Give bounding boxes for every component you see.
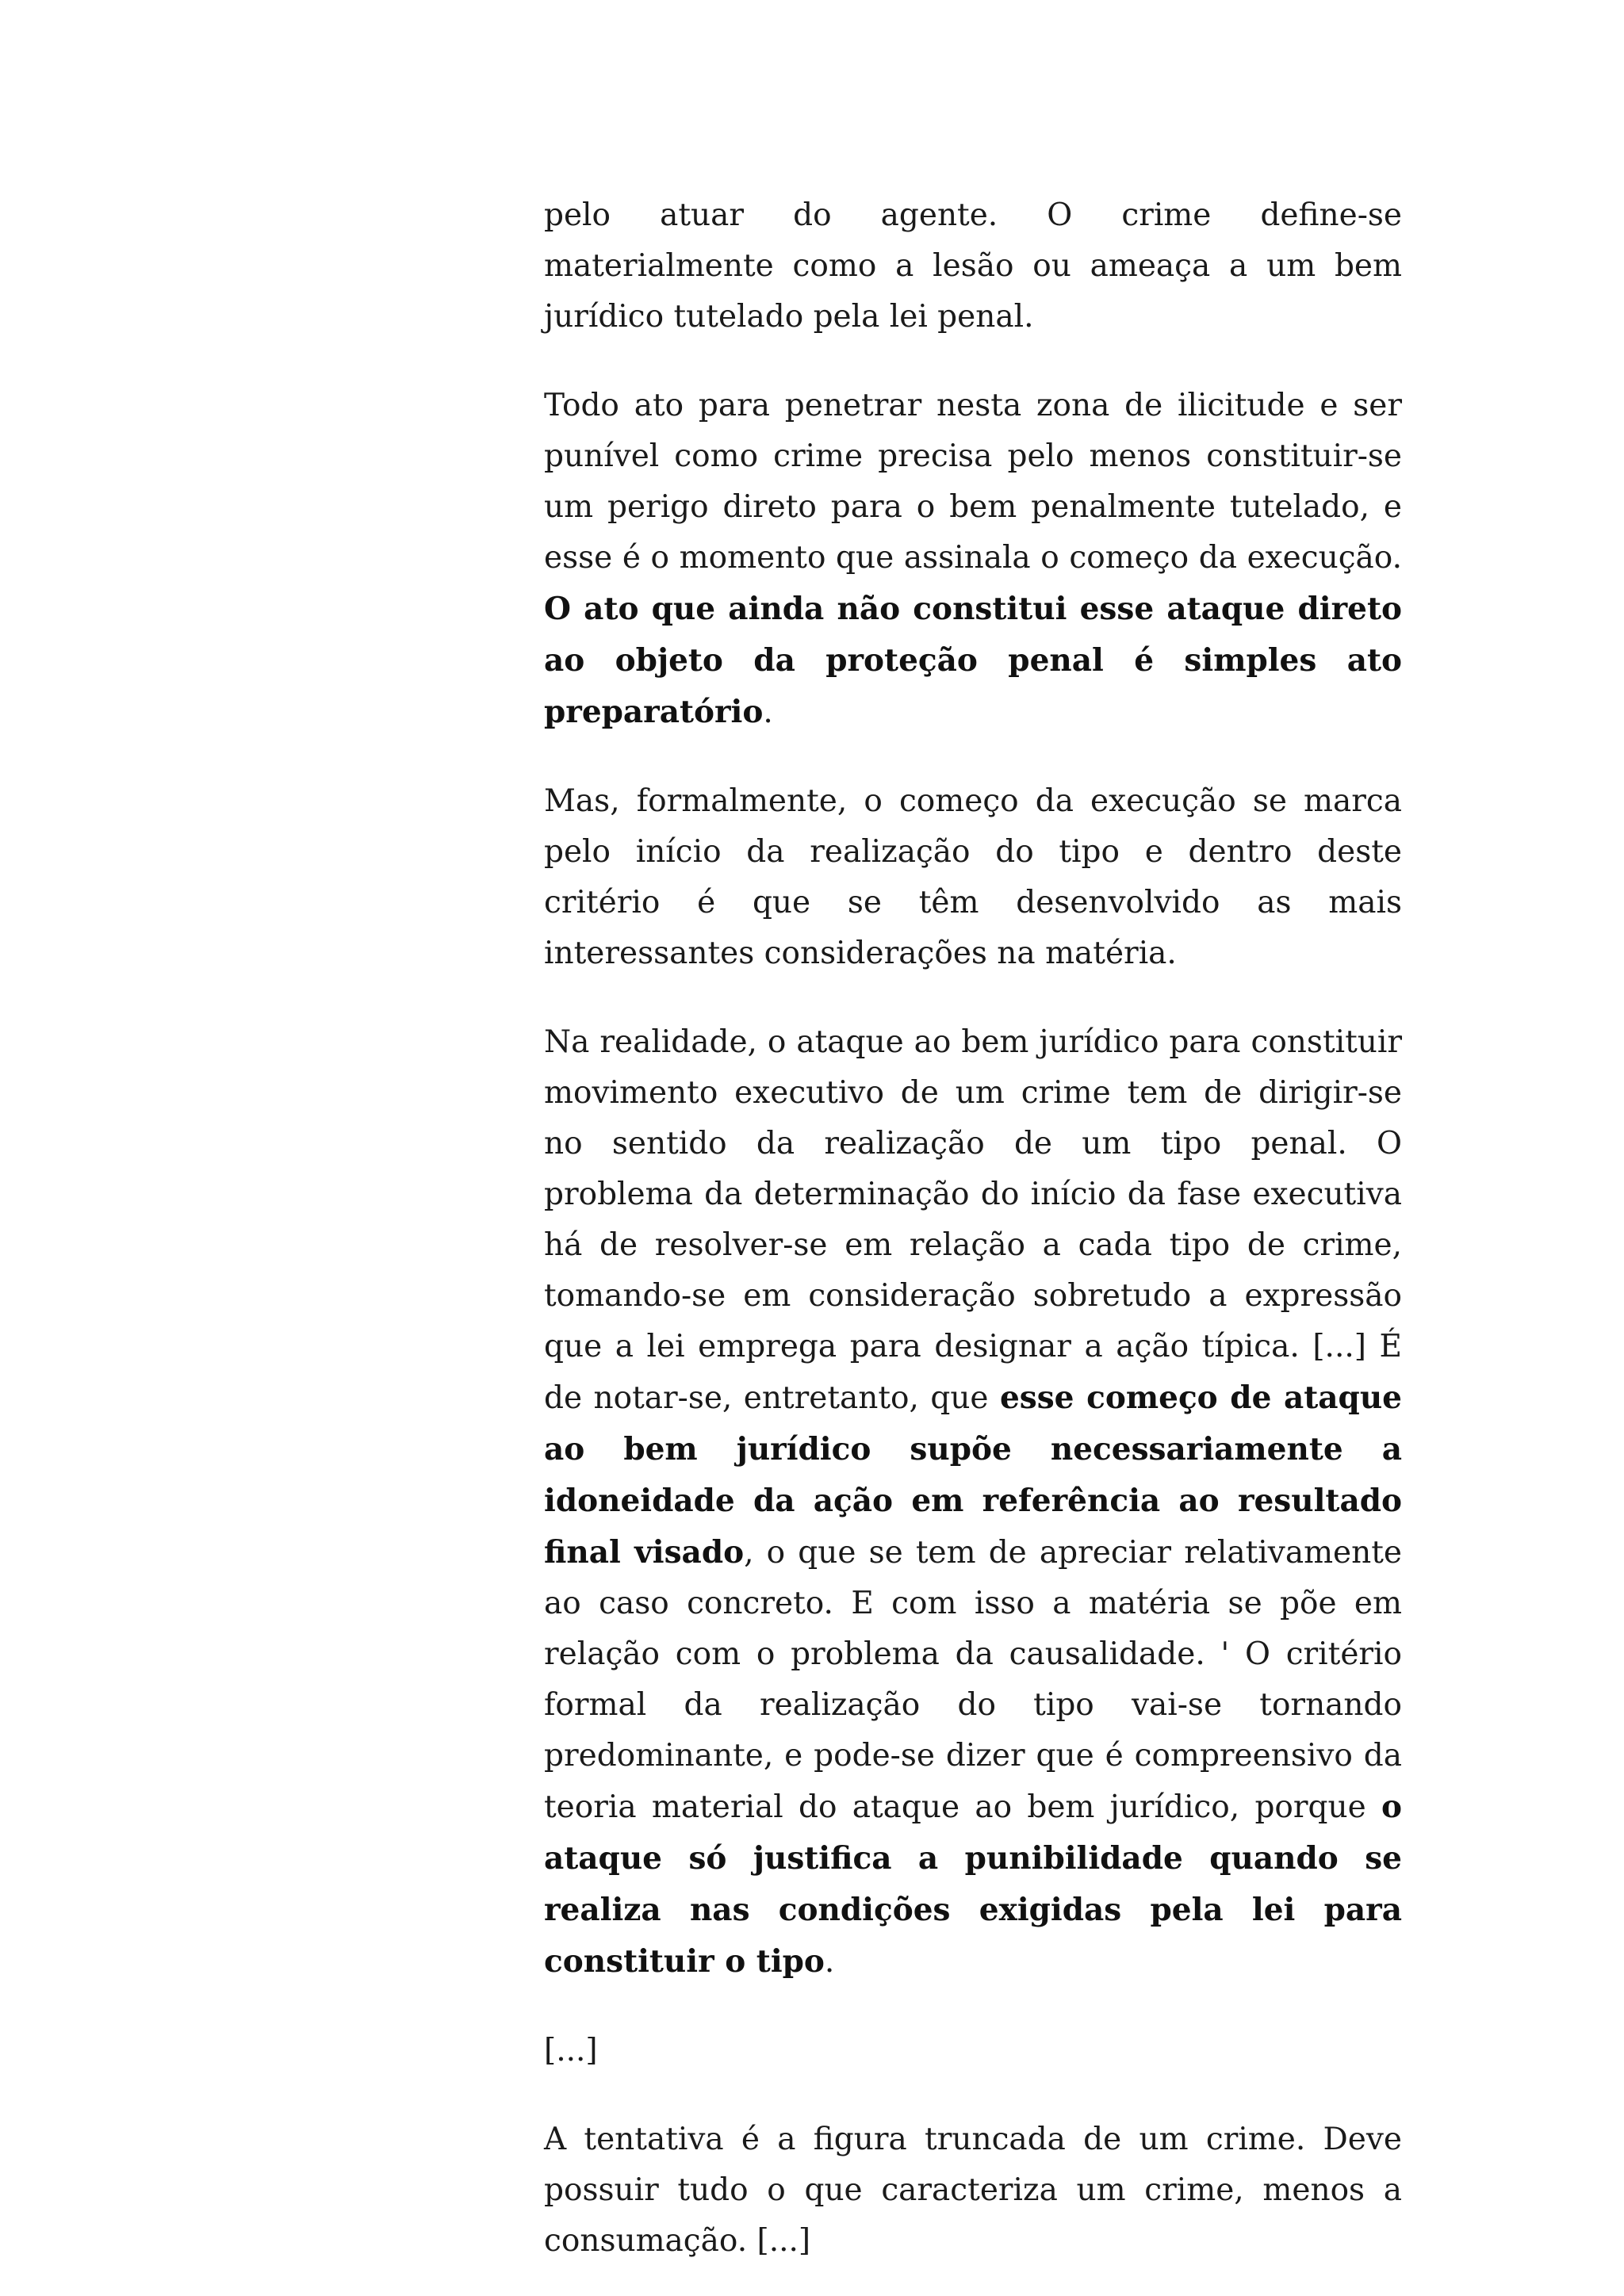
paragraph-attack-on-legal-good: Na realidade, o ataque ao bem jurídico para constituir movimento executivo de um crime tem de dirigir-se no sentido da realização de um tipo penal. O problema da determinação do início da fase executiva há de resolver-se em relação a cada tipo de crime, tomando-se em consideração sobretudo a expressão que a lei emprega para designar a ação típica. [...] É de notar-se, entretanto, que esse começo de ataque ao bem jurídico supõe necessariamente a idoneidade da ação em referência ao resultado final visado, o que se tem de apreciar relativamente ao caso concreto. E com isso a matéria se põe em relação com o problema da causalidade. ' O critério formal da realização do tipo vai-se tornando predominante, e pode-se dizer que é compreensivo da teoria material do ataque ao bem jurídico, porque o ataque só justifica a punibilidade quando se realiza nas condições exigidas pela lei para constituir o tipo. (544, 1024, 1402, 1980)
paragraph-crime-definition: pelo atuar do agente. O crime define-se materialmente como a lesão ou ameaça a um bem jurídico tutelado pela lei penal. (544, 197, 1402, 335)
emphasis-suitability-of-action: esse começo de ataque ao bem jurídico supõe necessariamente a idoneidade da ação em referência ao resultado final visado (544, 1380, 1402, 1571)
paragraph-formal-criterion: Mas, formalmente, o começo da execução se marca pelo início da realização do tipo e dentro deste critério é que se têm desenvolvido as mais interessantes considerações na matéria. (544, 783, 1402, 971)
paragraph-preparatory-acts: Todo ato para penetrar nesta zona de ilicitude e ser punível como crime precisa pelo menos constituir-se um perigo direto para o bem penalmente tutelado, e esse é o momento que assinala o começo da execução. O ato que ainda não constitui esse ataque direto ao objeto da proteção penal é simples ato preparatório. (544, 388, 1402, 730)
paragraph-attempt-definition: A tentativa é a figura truncada de um crime. Deve possuir tudo o que caracteriza um crime, menos a consumação. [...] (544, 2122, 1402, 2259)
paragraph-ellipsis: [...] (544, 2033, 598, 2068)
emphasis-preparatory-act: O ato que ainda não constitui esse ataque direto ao objeto da proteção penal é simples ato preparatório (544, 591, 1402, 730)
body-text (544, 190, 1402, 2267)
emphasis-punishability-conditions: o ataque só justifica a punibilidade quando se realiza nas condições exigidas pela lei para constituir o tipo (544, 1789, 1402, 1980)
